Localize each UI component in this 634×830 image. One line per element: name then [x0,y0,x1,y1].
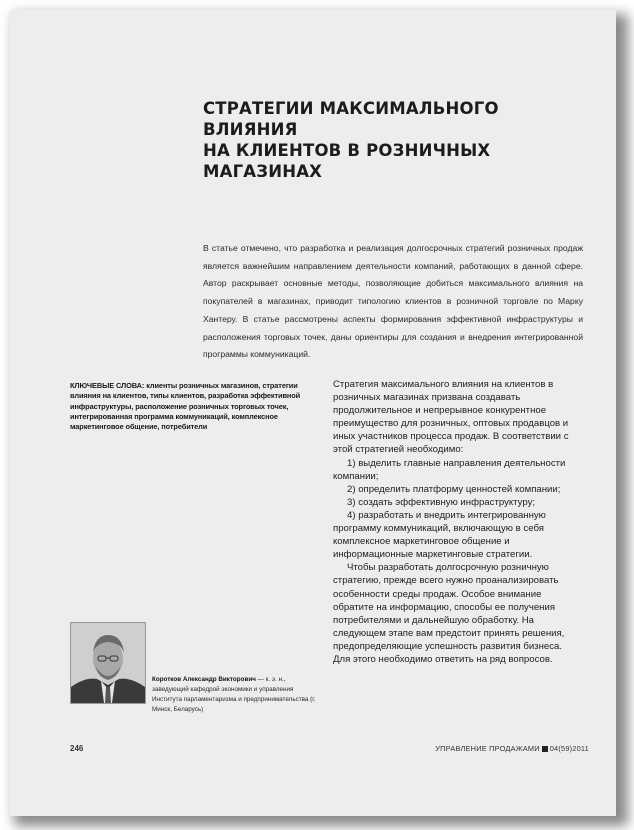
author-name: Коротков Александр Викторович [152,676,256,683]
author-details: — к. э. н., заведующий кафедрой экономики и управления Института парламентаризма и предпринимательства (г. Минск, Беларусь) [152,676,316,713]
title-line-2: НА КЛИЕНТОВ В РОЗНИЧНЫХ МАГАЗИНАХ [203,141,491,181]
article-abstract: В статье отмечено, что разработка и реализация долгосрочных стратегий розничных продаж является важнейшим направлением деятельности компаний, работающих в данной сфере. Автор раскрывает основные методы, позволяющие добиться максимального влияния на покупателей в магазинах, приводит типологию клиентов в розничной торговле по Марку Хантеру. В статье рассмотрены аспекты формирования эффективной инфраструктуры и расположения торговых точек, даны ориентиры для создания и внедрения интегрированной программы коммуникаций. [203,243,583,360]
article-body [333,378,580,666]
author-photo [70,622,146,704]
square-separator-icon [542,746,548,752]
list-item-3: 3) создать эффективную инфраструктуру; [347,496,536,508]
body-intro: Стратегия максимального влияния на клиентов в розничных магазинах призвана создавать продолжительное и непрерывное конкурентное преимущество для розничных, оптовых продавцов и иных участников процесса продаж. В соответствии с этой стратегией необходимо: [333,379,569,456]
journal-footer [435,744,589,753]
journal-issue: 04(59)2011 [549,744,589,753]
journal-name: УПРАВЛЕНИЕ ПРОДАЖАМИ [435,744,540,753]
list-item-4: 4) разработать и внедрить интегрированную программу коммуникаций, включающую в себя комплексное маркетинговое общение и информационные маркетинговые стратегии. [333,509,546,561]
keywords-block: КЛЮЧЕВЫЕ СЛОВА: клиенты розничных магазинов, стратегии влияния на клиентов, типы клиентов, разработка эффективной инфраструктуры, расположение розничных торговых точек, интегрированная программа коммуникаций, комплексное маркетинговое общение, потребители [70,381,301,432]
page-number: 246 [70,744,84,753]
article-title [203,98,593,182]
list-item-1: 1) выделить главные направления деятельности компании; [333,457,566,482]
author-bio [152,675,319,715]
title-line-1: СТРАТЕГИИ МАКСИМАЛЬНОГО ВЛИЯНИЯ [203,99,499,139]
body-paragraph-2: Чтобы разработать долгосрочную розничную стратегию, прежде всего нужно проанализировать особенности среды продаж. Особое внимание обратите на информацию, способы ее получения потребителями и дальнейшую обработку. На следующем этапе вам предстоит принять решения, предопределяющие успешность развития бизнеса. Для этого необходимо ответить на ряд вопросов. [333,562,565,665]
list-item-2: 2) определить платформу ценностей компании; [347,483,561,495]
